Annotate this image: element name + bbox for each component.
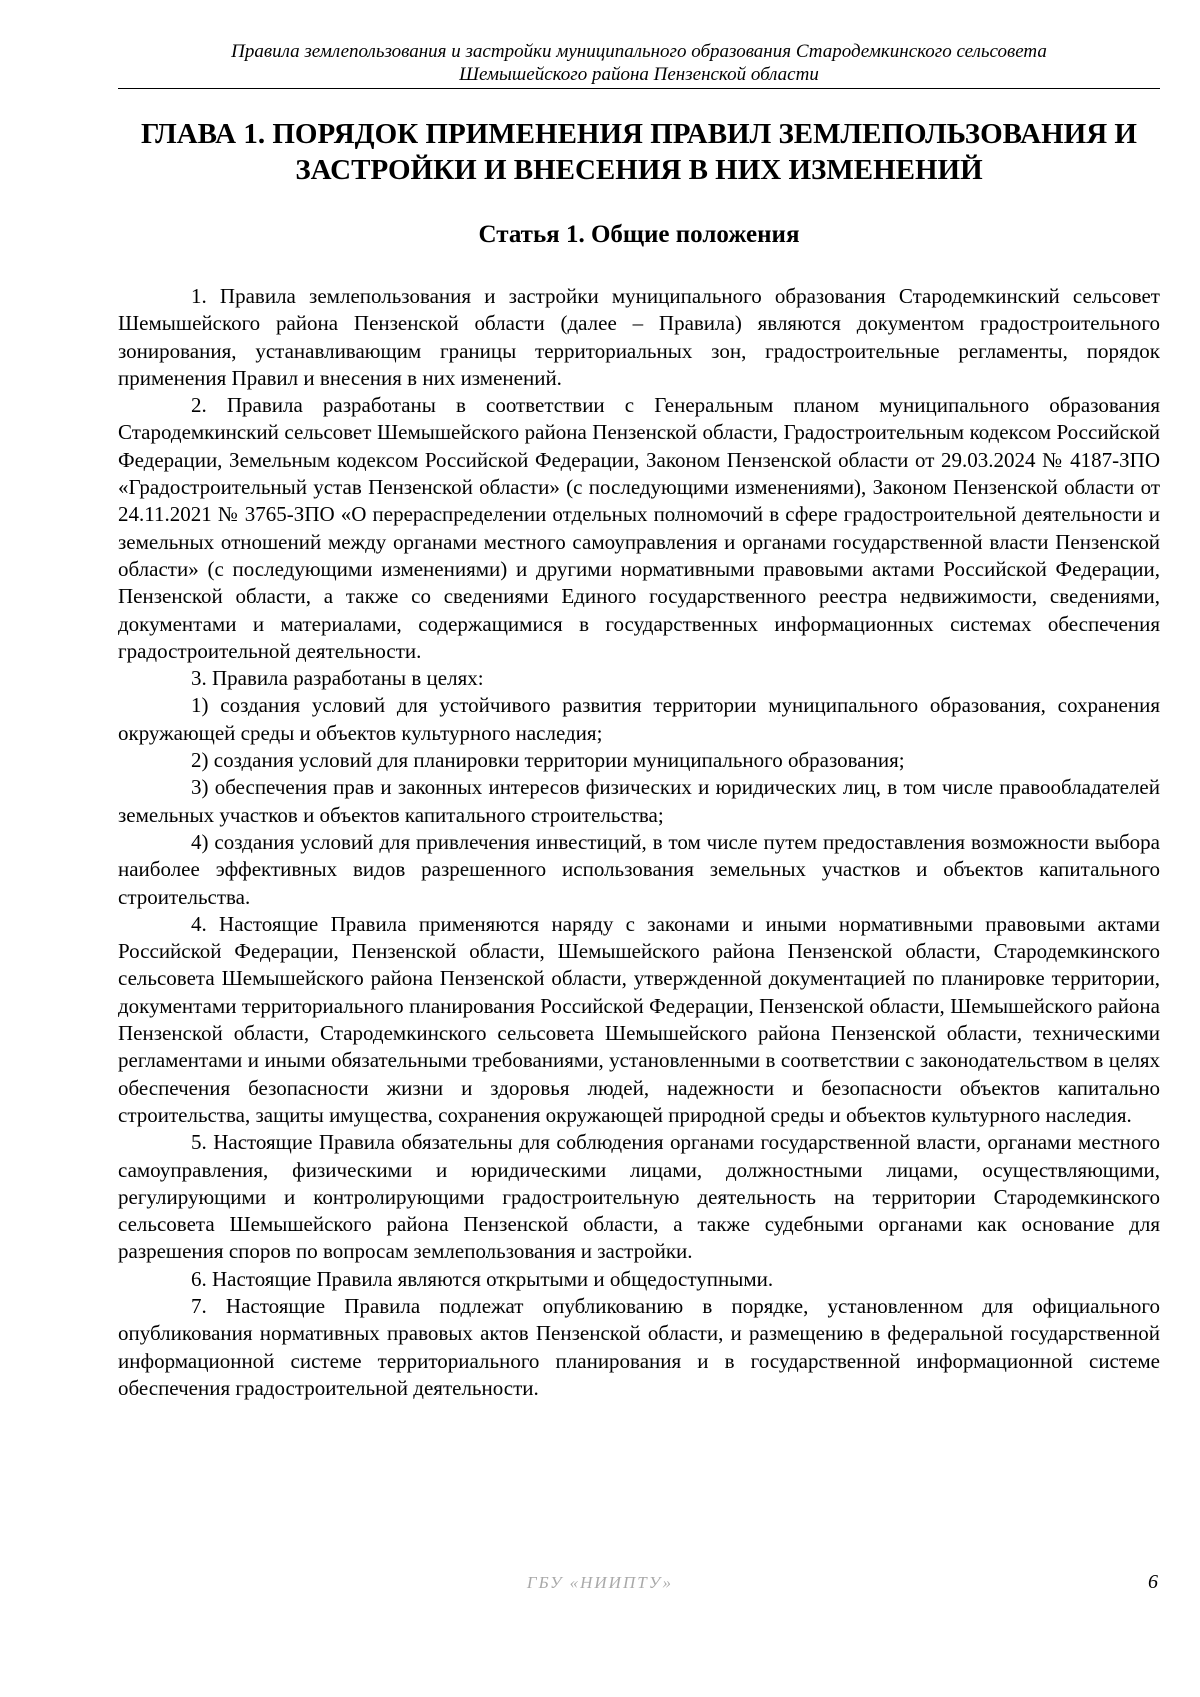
running-header-line1: Правила землепользования и застройки муниципального образования Стародемкинского сельсовета (231, 41, 1047, 62)
chapter-title (118, 116, 1160, 188)
paragraph-1: 1. Правила землепользования и застройки муниципального образования Стародемкинский сельсовет Шемышейского района Пензенской области (далее – Правила) являются документом градостроительного зонирования, устанавливающим границы территориальных зон, градостроительные регламенты, порядок применения Правил и внесения в них изменений. (118, 284, 1160, 390)
footer-organization: ГБУ «НИИПТУ» (526, 1573, 674, 1592)
header-divider (118, 88, 1160, 89)
running-header (118, 40, 1160, 86)
page-number: 6 (1148, 1571, 1158, 1593)
paragraph-7: 7. Настоящие Правила подлежат опубликованию в порядке, установленном для официального опубликования нормативных правовых актов Пензенской области, и размещению в федеральной государственной информационной системе территориального планирования и в государственной информационной системе обеспечения градостроительной деятельности. (118, 1293, 1160, 1400)
running-header-line2: Шемышейского района Пензенской области (459, 64, 819, 85)
paragraph-3-item-3: 3) обеспечения прав и законных интересов физических и юридических лиц, в том числе правообладателей земельных участков и объектов капитального строительства; (118, 775, 1160, 827)
paragraph-3-item-1: 1) создания условий для устойчивого развития территории муниципального образования, сохранения окружающей среды и объектов культурного наследия; (118, 693, 1160, 745)
paragraph-3-item-2: 2) создания условий для планировки территории муниципального образования; (191, 748, 905, 773)
paragraph-4: 4. Настоящие Правила применяются наряду с законами и иными нормативными правовыми актами Российской Федерации, Пензенской области, Шемышейского района Пензенской области, Стародемкинского сельсовета Шемышейского района Пензенской области, утвержденной документацией по планировке территории, документами территориального планирования Российской Федерации, Пензенской области, Шемышейского района Пензенской области, Стародемкинского сельсовета Шемышейского района Пензенской области, техническими регламентами и иными обязательными требованиями, установленными в соответствии с законодательством в целях обеспечения безопасности жизни и здоровья людей, надежности и безопасности объектов капитально строительства, защиты имущества, сохранения окружающей природной среды и объектов культурного наследия. (118, 911, 1160, 1127)
paragraph-5: 5. Настоящие Правила обязательны для соблюдения органами государственной власти, органами местного самоуправления, физическими и юридическими лицами, должностными лицами, осуществляющими, регулирующими и контролирующими градостроительную деятельность на территории Стародемкинского сельсовета Шемышейского района Пензенской области, а также судебными органами как основание для разрешения споров по вопросам землепользования и застройки. (118, 1130, 1160, 1264)
chapter-title-line2: ЗАСТРОЙКИ И ВНЕСЕНИЯ В НИХ ИЗМЕНЕНИЙ (295, 154, 983, 186)
article-title: Статья 1. Общие положения (478, 221, 800, 248)
paragraph-6: 6. Настоящие Правила являются открытыми и общедоступными. (191, 1266, 774, 1291)
paragraph-2: 2. Правила разработаны в соответствии с Генеральным планом муниципального образования Стародемкинский сельсовет Шемышейского района Пензенской области, Градостроительным кодексом Российской Федерации, Земельным кодексом Российской Федерации, Законом Пензенской области от 29.03.2024 № 4187-ЗПО «Градостроительный устав Пензенской области» (с последующими изменениями), Законом Пензенской области от 24.11.2021 № 3765-ЗПО «О перераспределении отдельных полномочий в сфере градостроительной деятельности и земельных отношений между органами местного самоуправления и органами государственной власти Пензенской области» (с последующими изменениями) и другими нормативными правовыми актами Российской Федерации, Пензенской области, а также со сведениями Единого государственного реестра недвижимости, сведениями, документами и материалами, содержащимися в государственных информационных системах обеспечения градостроительной деятельности. (118, 393, 1160, 663)
paragraph-3-item-4: 4) создания условий для привлечения инвестиций, в том числе путем предоставления возможности выбора наиболее эффективных видов разрешенного использования земельных участков и объектов капитального строительства. (118, 829, 1160, 909)
chapter-title-line1: ГЛАВА 1. ПОРЯДОК ПРИМЕНЕНИЯ ПРАВИЛ ЗЕМЛЕПОЛЬЗОВАНИЯ И (141, 118, 1137, 150)
article-body (118, 283, 1160, 1402)
paragraph-3: 3. Правила разработаны в целях: (191, 666, 484, 691)
